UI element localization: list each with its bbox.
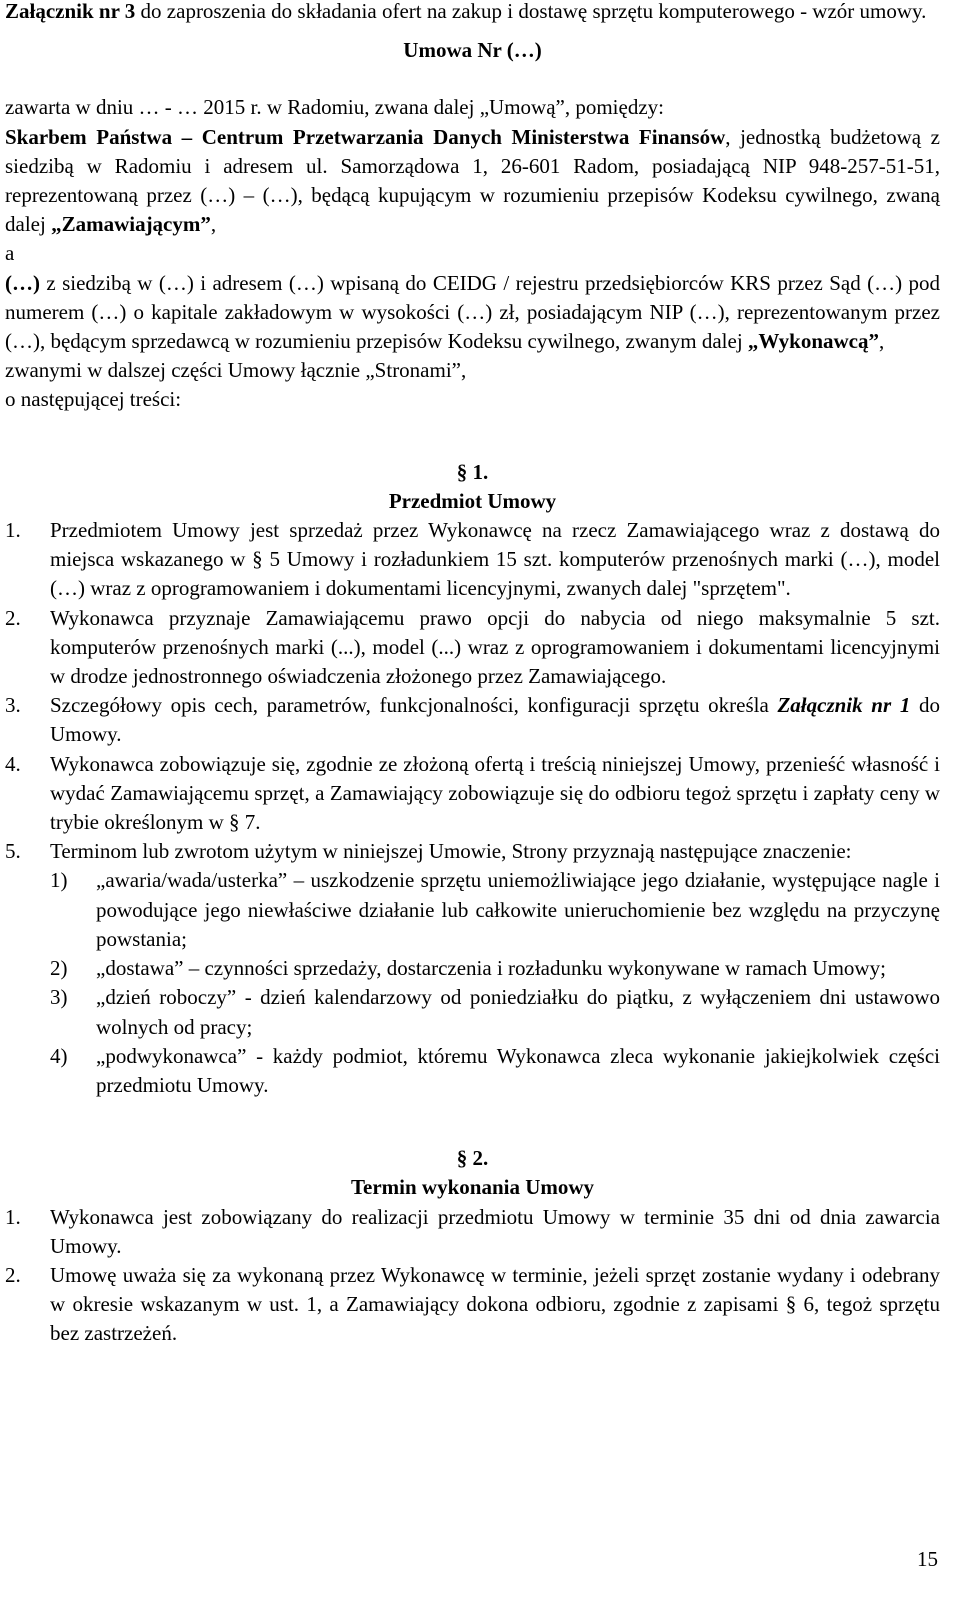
- section-2-number: § 2.: [456, 1146, 489, 1171]
- intro-date-line: zawarta w dniu … - … 2015 r. w Radomiu, zwana dalej „Umową”, pomiędzy:: [5, 95, 664, 120]
- attachment-description: do zaproszenia do składania ofert na zakup i dostawę sprzętu komputerowego - wzór umowy.: [135, 0, 927, 23]
- item-number: 4.: [5, 751, 21, 776]
- parties-jointly: zwanymi w dalszej części Umowy łącznie „Stronami”,: [5, 358, 467, 383]
- definition-item-2: [50, 954, 940, 983]
- subitem-text: „podwykonawca” - każdy podmiot, któremu Wykonawca zleca wykonanie jakiejkolwiek części przedmiotu Umowy.: [96, 1043, 940, 1097]
- section-2-item-1: [5, 1203, 940, 1261]
- subitem-number: 3): [50, 985, 68, 1010]
- party2-alias: „Wykonawcą”: [747, 329, 879, 354]
- section-1-number: § 1.: [456, 459, 489, 484]
- definition-item-1: [50, 866, 940, 954]
- item-text: Terminom lub zwrotom użytym w niniejszej Umowie, Strony przyznają następujące znaczenie:: [50, 839, 852, 864]
- subitem-text: „awaria/wada/usterka” – uszkodzenie sprzętu uniemożliwiające jego działanie, występujące nagle i powodujące jego niewłaściwe działanie lub całkowite unieruchomienie bez względu na przyczynę powstania;: [96, 868, 940, 951]
- party1-details: , jednostką budżetową z siedzibą w Radomiu i adresem ul. Samorządowa 1, 26-601 Radom, posiadającą NIP 948-257-51-51, reprezentowaną przez (…) – (…), będącą kupującym w rozumieniu przepisów Kodeksu cywilnego, zwaną dalej: [5, 124, 940, 237]
- subitem-text: „dostawa” – czynności sprzedaży, dostarczenia i rozładunku wykonywane w ramach Umowy;: [96, 956, 886, 981]
- item-number: 2.: [5, 605, 21, 630]
- section-1-item-4: [5, 750, 940, 838]
- subitem-number: 1): [50, 868, 68, 893]
- section-2-title: Termin wykonania Umowy: [350, 1175, 595, 1200]
- item-number: 2.: [5, 1262, 21, 1287]
- definitions-list: [50, 866, 940, 1100]
- item-text-end: do Umowy.: [50, 693, 940, 747]
- section-1-item-1: [5, 516, 940, 604]
- party2-end: ,: [879, 329, 885, 354]
- section-2-item-2: [5, 1261, 940, 1349]
- section-1-list: [5, 516, 940, 1100]
- following-content: o następującej treści:: [5, 387, 182, 412]
- party2-paragraph: [5, 269, 940, 357]
- contract-title: Umowa Nr (…): [403, 38, 542, 63]
- definition-item-3: [50, 983, 940, 1041]
- party2-details: z siedzibą w (…) i adresem (…) wpisaną do CEIDG / rejestru przedsiębiorców KRS przez Sąd (…) pod numerem (…) o kapitale zakładowym w wysokości (…) zł, posiadającym NIP (…), reprezentowanym przez (…), będącym sprzedawcą w rozumieniu przepisów Kodeksu cywilnego, zwanym dalej: [5, 270, 940, 354]
- party1-paragraph: [5, 123, 940, 240]
- party2-name: (…): [5, 270, 40, 295]
- document-page: [5, 0, 940, 1349]
- item-number: 5.: [5, 839, 21, 864]
- item-number: 3.: [5, 693, 21, 718]
- item-text: Szczegółowy opis cech, parametrów, funkcjonalności, konfiguracji sprzętu określa: [50, 693, 778, 718]
- item-text: Przedmiotem Umowy jest sprzedaż przez Wykonawcę na rzecz Zamawiającego wraz z dostawą do miejsca wskazanego w § 5 Umowy i rozładunkiem 15 szt. komputerów przenośnych marki (…), model (…) wraz z oprogramowaniem i dokumentami licencyjnymi, zwanych dalej "sprzętem".: [50, 518, 940, 601]
- item-text: Wykonawca zobowiązuje się, zgodnie ze złożoną ofertą i treścią niniejszej Umowy, przenieść własność i wydać Zamawiającemu sprzęt, a Zamawiający zobowiązuje się do odbioru tegoż sprzętu i zapłaty ceny w trybie określonym w § 7.: [50, 751, 940, 835]
- subitem-number: 4): [50, 1043, 68, 1068]
- section-1-title: Przedmiot Umowy: [388, 488, 557, 513]
- section-2-list: [5, 1203, 940, 1349]
- party1-alias: „Zamawiającym”: [51, 212, 211, 237]
- attachment-reference: Załącznik nr 1: [777, 693, 911, 718]
- attachment-header: [5, 0, 940, 26]
- item-number: 1.: [5, 1204, 21, 1229]
- party1-end: ,: [210, 212, 217, 237]
- item-text: Wykonawca jest zobowiązany do realizacji przedmiotu Umowy w terminie 35 dni od dnia zawarcia Umowy.: [50, 1204, 940, 1258]
- section-1-item-5: [5, 837, 940, 1100]
- definition-item-4: [50, 1042, 940, 1100]
- subitem-text: „dzień roboczy” - dzień kalendarzowy od poniedziałku do piątku, z wyłączeniem dni ustawowo wolnych od pracy;: [96, 985, 940, 1039]
- and-connector: a: [5, 241, 15, 266]
- section-1-item-3: [5, 691, 940, 749]
- item-number: 1.: [5, 518, 21, 543]
- section-1-item-2: [5, 604, 940, 692]
- party1-name: Skarbem Państwa – Centrum Przetwarzania Danych Ministerstwa Finansów: [5, 124, 726, 149]
- item-text: Umowę uważa się za wykonaną przez Wykonawcę w terminie, jeżeli sprzęt zostanie wydany i odebrany w okresie wskazanym w ust. 1, a Zamawiający dokona odbioru, zgodnie z zapisami § 6, tegoż sprzętu bez zastrzeżeń.: [50, 1262, 940, 1346]
- item-text: Wykonawca przyznaje Zamawiającemu prawo opcji do nabycia od niego maksymalnie 5 szt. komputerów przenośnych marki (...), model (...) wraz z oprogramowaniem i dokumentami licencyjnymi w drodze jednostronnego oświadczenia złożonego przez Zamawiającego.: [50, 605, 940, 689]
- subitem-number: 2): [50, 956, 68, 981]
- page-number: 15: [917, 1547, 938, 1571]
- attachment-label: Załącznik nr 3: [5, 0, 136, 23]
